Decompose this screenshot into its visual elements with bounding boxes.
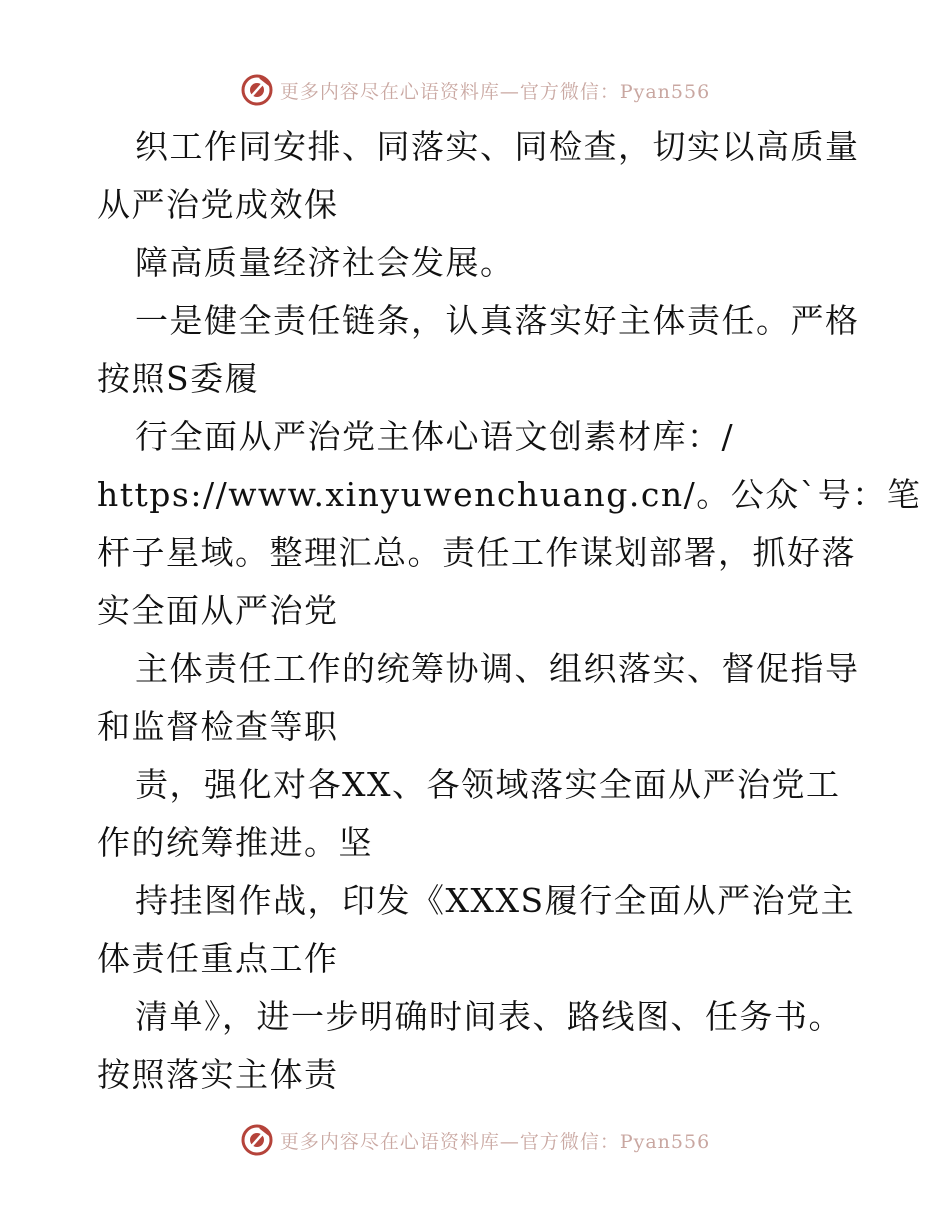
logo-icon [240, 1123, 274, 1157]
text-line: 体责任重点工作 [97, 939, 339, 978]
text-line: 织工作同安排、同落实、同检查，切实以高质量 [135, 127, 860, 166]
text-line: 清单》，进一步明确时间表、路线图、任务书。 [135, 997, 843, 1036]
text-line: 按照S委履 [97, 359, 260, 398]
text-line: 行全面从严治党主体心语文创素材库：/ [135, 417, 735, 456]
text-line: 障高质量经济社会发展。 [135, 243, 515, 282]
text-line: 杆子星域。整理汇总。责任工作谋划部署，抓好落 [97, 533, 856, 572]
logo-icon [240, 73, 274, 107]
footer-watermark [0, 1120, 950, 1160]
text-line: 责，强化对各XX、各领域落实全面从严治党工 [135, 765, 841, 804]
text-line: 按照落实主体责 [97, 1055, 339, 1094]
text-line: 主体责任工作的统筹协调、组织落实、督促指导 [135, 649, 860, 688]
text-line: 持挂图作战，印发《XXXS履行全面从严治党主 [135, 881, 856, 920]
text-line: 一是健全责任链条，认真落实好主体责任。严格 [135, 301, 860, 340]
header-watermark [0, 70, 950, 110]
document-body [97, 118, 922, 1104]
text-line: 从严治党成效保 [97, 185, 339, 224]
text-line: https://www.xinyuwenchuang.cn/。公众`号：笔 [97, 475, 922, 514]
watermark-text: 更多内容尽在心语资料库—官方微信：Pyan556 [279, 80, 711, 103]
text-line: 和监督检查等职 [97, 707, 339, 746]
watermark-text: 更多内容尽在心语资料库—官方微信：Pyan556 [279, 1130, 711, 1153]
text-line: 作的统筹推进。坚 [97, 823, 373, 862]
text-line: 实全面从严治党 [97, 591, 339, 630]
